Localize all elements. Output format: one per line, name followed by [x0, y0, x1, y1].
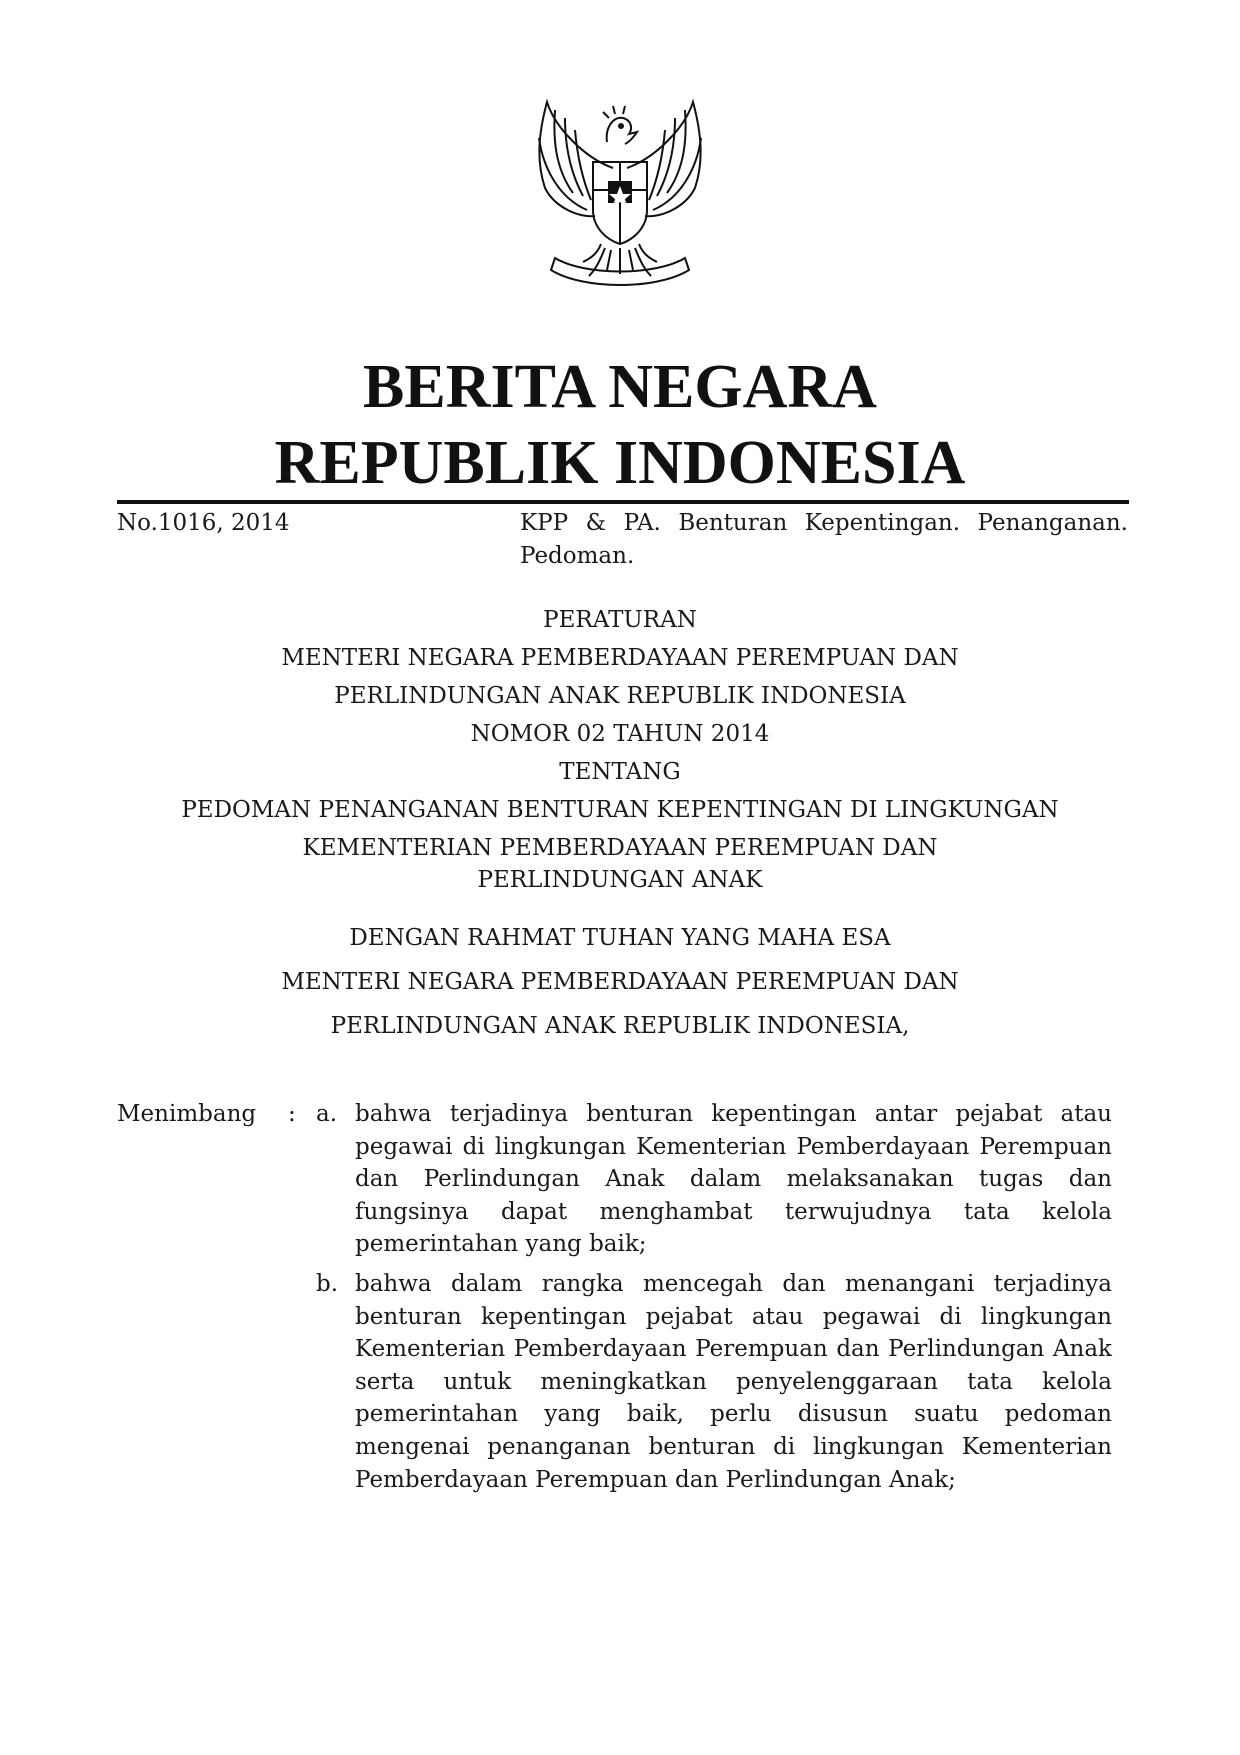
considerations-separator: : [288, 1101, 296, 1127]
consideration-item-text: bahwa dalam rangka mencegah dan menangani terjadinya benturan kepentingan pejabat atau pegawai di lingkungan Kementerian Pemberdayaan Perempuan dan Perlindungan Anak serta untuk meningkatkan penyelenggaraan tata kelola pemerintahan yang baik, perlu disusun suatu pedoman mengenai penanganan benturan di lingkungan Kementerian Pemberdayaan Perempuan dan Perlindungan Anak; [355, 1271, 1112, 1493]
gazette-number: No.1016, 2014 [117, 510, 290, 536]
garuda-pancasila-emblem-icon [525, 98, 715, 298]
title-line: PEDOMAN PENANGANAN BENTURAN KEPENTINGAN DI LINGKUNGAN [181, 797, 1059, 823]
item-marker: a. [316, 1101, 338, 1127]
masthead-line-2: REPUBLIK INDONESIA [274, 429, 966, 497]
title-line: DENGAN RAHMAT TUHAN YANG MAHA ESA [349, 925, 891, 951]
title-line: PERLINDUNGAN ANAK REPUBLIK INDONESIA [334, 683, 906, 709]
masthead-line-1: BERITA NEGARA [363, 353, 877, 421]
title-line: KEMENTERIAN PEMBERDAYAAN PEREMPUAN DAN [302, 835, 938, 861]
gazette-subject: KPP & PA. Benturan Kepentingan. Penanganan. Pedoman. [520, 510, 1128, 569]
title-line: PERATURAN [543, 607, 697, 633]
title-line: MENTERI NEGARA PEMBERDAYAAN PEREMPUAN DAN [281, 969, 959, 995]
considerations-label: Menimbang [117, 1101, 257, 1127]
title-line: PERLINDUNGAN ANAK REPUBLIK INDONESIA, [330, 1013, 910, 1039]
title-line: MENTERI NEGARA PEMBERDAYAAN PEREMPUAN DAN [281, 645, 959, 671]
item-marker: b. [316, 1271, 339, 1297]
consideration-item-text: bahwa terjadinya benturan kepentingan antar pejabat atau pegawai di lingkungan Kementerian Pemberdayaan Perempuan dan Perlindungan Anak dalam melaksanakan tugas dan fungsinya dapat menghambat terwujudnya tata kelola pemerintahan yang baik; [355, 1101, 1112, 1258]
masthead-rule [117, 500, 1129, 504]
title-line: NOMOR 02 TAHUN 2014 [470, 721, 770, 747]
title-line: PERLINDUNGAN ANAK [477, 867, 763, 893]
title-line: TENTANG [559, 759, 681, 785]
